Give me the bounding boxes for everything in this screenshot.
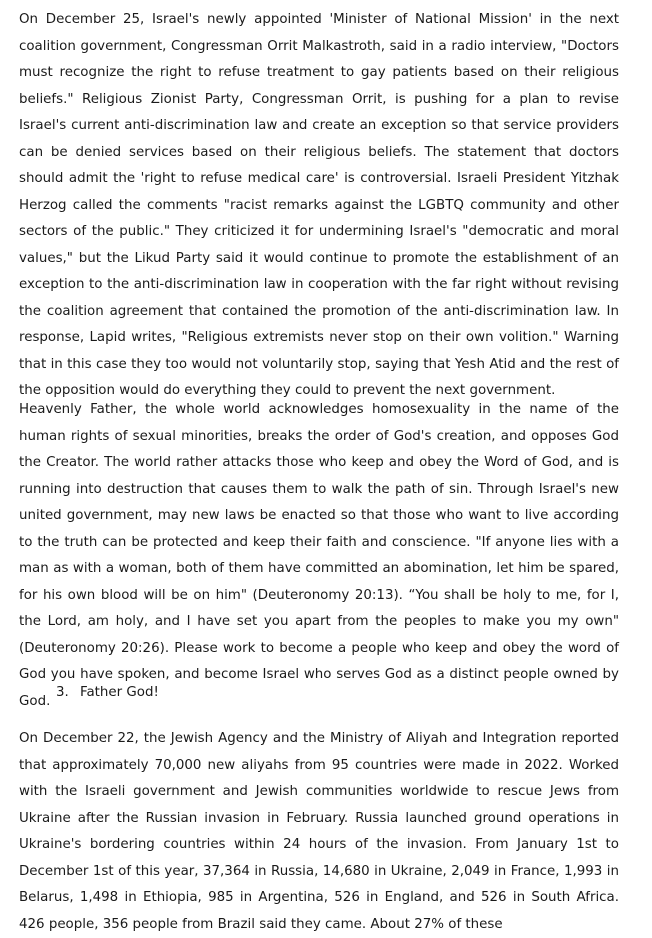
paragraph-prayer: Heavenly Father, the whole world acknowledges homosexuality in the name of the human rights of sexual minorities, breaks the order of God's creation, and opposes God the Creator. The world rather attacks those who keep and obey the Word of God, and is running into destruction that causes them to walk the path of sin. Through Israel's new united government, may new laws be enacted so that those who want to live according to the truth can be protected and keep their faith and conscience. "If anyone lies with a man as with a woman, both of them have committed an abomination, let him be spared, for his own blood will be on him" (Deuteronomy 20:13). “You shall be holy to me, for I, the Lord, am holy, and I have set you apart from the peoples to make you my own" (Deuteronomy 20:26). Please work to become a people who keep and obey the word of God you have spoken, and become Israel who serves God as a distinct people owned by God. [19,402,619,709]
paragraph-aliyah-report: On December 22, the Jewish Agency and the Ministry of Aliyah and Integration reported that approximately 70,000 new aliyahs from 95 countries were made in 2022. Worked with the Israeli government and Jewish communities worldwide to rescue Jews from Ukraine after the Russian invasion in February. Russia launched ground operations in Ukraine's bordering countries within 24 hours of the invasion. From January 1st to December 1st of this year, 37,364 in Russia, 14,680 in Ukraine, 2,049 in France, 1,993 in Belarus, 1,498 in Ethiopia, 985 in Argentina, 526 in England, and 526 in South Africa. 426 people, 356 people from Brazil said they came. About 27% of these [19,731,619,932]
section-title: Father God! [80,685,159,700]
paragraph-news-report: On December 25, Israel's newly appointed 'Minister of National Mission' in the next coalition government, Congressman Orrit Malkastroth, said in a radio interview, "Doctors must recognize the right to refuse treatment to gay patients based on their religious beliefs." Religious Zionist Party, Congressman Orrit, is pushing for a plan to revise Israel's current anti-discrimination law and create an exception so that service providers can be denied services based on their religious beliefs. The statement that doctors should admit the 'right to refuse medical care' is controversial. Israeli President Yitzhak Herzog called the comments "racist remarks against the LGBTQ community and other sectors of the public." They criticized it for undermining Israel's "democratic and moral values," but the Likud Party said it would continue to promote the establishment of an exception to the anti-discrimination law in cooperation with the far right without revising the coalition agreement that contained the promotion of the anti-discrimination law. In response, Lapid writes, "Religious extremists never stop on their own volition." Warning that in this case they too would not voluntarily stop, saying that Yesh Atid and the rest of the opposition would do everything they could to prevent the next government. [19,12,619,398]
section-number: 3. [56,685,69,700]
section-heading [56,680,159,707]
